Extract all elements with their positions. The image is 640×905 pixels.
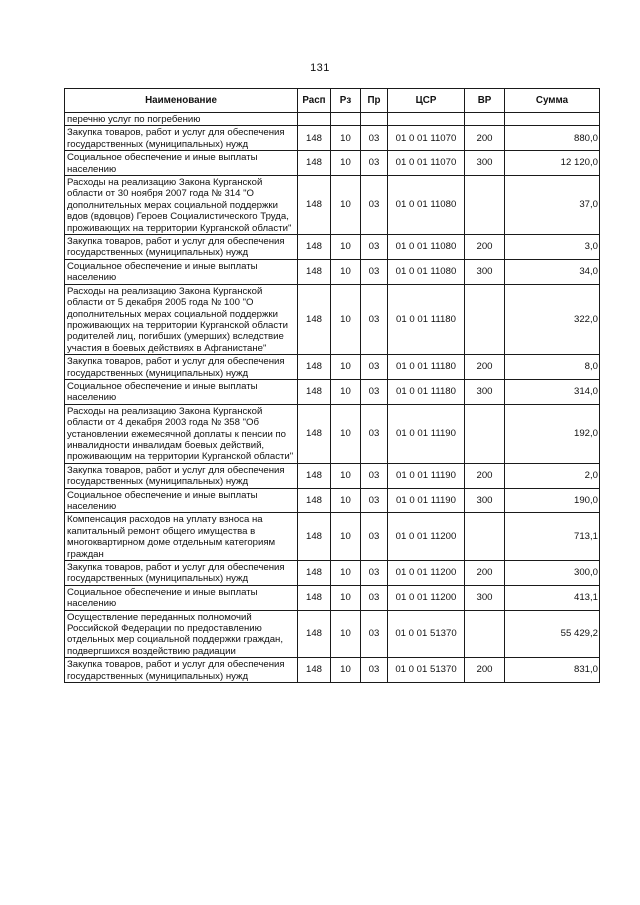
cell-vr: 300 xyxy=(465,151,505,176)
cell-csr: 01 0 01 11180 xyxy=(388,284,465,354)
cell-rz: 10 xyxy=(331,488,361,513)
table-row xyxy=(65,488,600,513)
cell-rasp: 148 xyxy=(298,355,331,380)
cell-rasp: 148 xyxy=(298,610,331,658)
cell-pr: 03 xyxy=(361,658,388,683)
cell-name: Закупка товаров, работ и услуг для обеспечения государственных (муниципальных) нужд xyxy=(65,463,298,488)
table-row xyxy=(65,284,600,354)
cell-sum: 322,0 xyxy=(505,284,600,354)
cell-pr: 03 xyxy=(361,513,388,561)
cell-rz: 10 xyxy=(331,355,361,380)
cell-csr: 01 0 01 11200 xyxy=(388,585,465,610)
cell-rasp: 148 xyxy=(298,259,331,284)
header-sum: Сумма xyxy=(505,89,600,113)
cell-rasp: 148 xyxy=(298,235,331,260)
table-row xyxy=(65,126,600,151)
cell-rz: 10 xyxy=(331,259,361,284)
cell-vr: 200 xyxy=(465,126,505,151)
cell-csr: 01 0 01 11080 xyxy=(388,176,465,235)
cell-vr xyxy=(465,176,505,235)
cell-vr: 300 xyxy=(465,379,505,404)
cell-sum: 12 120,0 xyxy=(505,151,600,176)
cell-pr: 03 xyxy=(361,284,388,354)
table-row xyxy=(65,658,600,683)
cell-rz: 10 xyxy=(331,126,361,151)
cell-vr xyxy=(465,113,505,126)
cell-rasp: 148 xyxy=(298,379,331,404)
header-name: Наименование xyxy=(65,89,298,113)
cell-rz: 10 xyxy=(331,284,361,354)
cell-name: Закупка товаров, работ и услуг для обеспечения государственных (муниципальных) нужд xyxy=(65,355,298,380)
cell-rasp: 148 xyxy=(298,151,331,176)
table-row xyxy=(65,355,600,380)
cell-csr: 01 0 01 11070 xyxy=(388,126,465,151)
cell-csr: 01 0 01 11070 xyxy=(388,151,465,176)
cell-csr: 01 0 01 51370 xyxy=(388,658,465,683)
cell-pr: 03 xyxy=(361,379,388,404)
cell-name: Закупка товаров, работ и услуг для обеспечения государственных (муниципальных) нужд xyxy=(65,658,298,683)
cell-rasp: 148 xyxy=(298,284,331,354)
table-header-row xyxy=(65,89,600,113)
cell-rz: 10 xyxy=(331,151,361,176)
cell-vr xyxy=(465,404,505,463)
table-row xyxy=(65,151,600,176)
cell-rz: 10 xyxy=(331,513,361,561)
cell-pr xyxy=(361,113,388,126)
cell-rz: 10 xyxy=(331,610,361,658)
cell-name: Расходы на реализацию Закона Курганской области от 4 декабря 2003 года № 358 "Об установлении ежемесячной доплаты к пенсии по инвалидности инвалидам боевых действий, проживающим на территории Курганской области" xyxy=(65,404,298,463)
cell-name: Компенсация расходов на уплату взноса на капитальный ремонт общего имущества в многоквартирном доме отдельным категориям граждан xyxy=(65,513,298,561)
cell-csr: 01 0 01 11200 xyxy=(388,513,465,561)
cell-csr: 01 0 01 11080 xyxy=(388,259,465,284)
cell-name: Социальное обеспечение и иные выплаты населению xyxy=(65,488,298,513)
cell-sum: 314,0 xyxy=(505,379,600,404)
cell-rz: 10 xyxy=(331,235,361,260)
cell-rasp: 148 xyxy=(298,513,331,561)
cell-rasp: 148 xyxy=(298,463,331,488)
cell-rasp: 148 xyxy=(298,585,331,610)
cell-rasp xyxy=(298,113,331,126)
cell-pr: 03 xyxy=(361,176,388,235)
cell-csr: 01 0 01 11180 xyxy=(388,379,465,404)
cell-name: Социальное обеспечение и иные выплаты населению xyxy=(65,151,298,176)
cell-pr: 03 xyxy=(361,126,388,151)
cell-pr: 03 xyxy=(361,561,388,586)
cell-rz: 10 xyxy=(331,585,361,610)
cell-vr xyxy=(465,284,505,354)
cell-sum: 190,0 xyxy=(505,488,600,513)
cell-csr xyxy=(388,113,465,126)
cell-rz xyxy=(331,113,361,126)
cell-rasp: 148 xyxy=(298,488,331,513)
table-row xyxy=(65,259,600,284)
cell-sum: 2,0 xyxy=(505,463,600,488)
cell-name: Закупка товаров, работ и услуг для обеспечения государственных (муниципальных) нужд xyxy=(65,235,298,260)
cell-pr: 03 xyxy=(361,404,388,463)
header-rz: Рз xyxy=(331,89,361,113)
header-vr: ВР xyxy=(465,89,505,113)
cell-name: Расходы на реализацию Закона Курганской области от 5 декабря 2005 года № 100 "О дополнительных мерах социальной поддержки проживающих на территории Курганской области родителей лиц, погибших (умерших) вследствие участия в боевых действиях в Афганистане" xyxy=(65,284,298,354)
budget-table xyxy=(64,88,600,683)
cell-name: Осуществление переданных полномочий Российской Федерации по предоставлению отдельных мер социальной поддержки граждан, подвергшихся воздействию радиации xyxy=(65,610,298,658)
cell-vr: 300 xyxy=(465,585,505,610)
cell-sum: 831,0 xyxy=(505,658,600,683)
cell-name: Закупка товаров, работ и услуг для обеспечения государственных (муниципальных) нужд xyxy=(65,561,298,586)
cell-name: Социальное обеспечение и иные выплаты населению xyxy=(65,585,298,610)
cell-csr: 01 0 01 51370 xyxy=(388,610,465,658)
cell-rz: 10 xyxy=(331,561,361,586)
table-body xyxy=(65,113,600,683)
cell-vr xyxy=(465,610,505,658)
cell-vr: 200 xyxy=(465,463,505,488)
cell-pr: 03 xyxy=(361,488,388,513)
table-row xyxy=(65,610,600,658)
cell-rz: 10 xyxy=(331,404,361,463)
cell-name: Расходы на реализацию Закона Курганской области от 30 ноября 2007 года № 314 "О дополнительных мерах социальной поддержки вдов (вдовцов) Героев Социалистического Труда, проживающих на территории Курганской области" xyxy=(65,176,298,235)
cell-pr: 03 xyxy=(361,235,388,260)
cell-pr: 03 xyxy=(361,610,388,658)
cell-rz: 10 xyxy=(331,463,361,488)
cell-rz: 10 xyxy=(331,658,361,683)
cell-sum: 55 429,2 xyxy=(505,610,600,658)
cell-sum: 713,1 xyxy=(505,513,600,561)
cell-rasp: 148 xyxy=(298,404,331,463)
cell-sum: 34,0 xyxy=(505,259,600,284)
table-row xyxy=(65,235,600,260)
cell-sum: 8,0 xyxy=(505,355,600,380)
cell-rasp: 148 xyxy=(298,658,331,683)
table-row xyxy=(65,176,600,235)
cell-csr: 01 0 01 11080 xyxy=(388,235,465,260)
cell-pr: 03 xyxy=(361,259,388,284)
cell-sum xyxy=(505,113,600,126)
cell-vr: 300 xyxy=(465,488,505,513)
cell-name: Закупка товаров, работ и услуг для обеспечения государственных (муниципальных) нужд xyxy=(65,126,298,151)
cell-sum: 413,1 xyxy=(505,585,600,610)
cell-name: перечню услуг по погребению xyxy=(65,113,298,126)
cell-pr: 03 xyxy=(361,355,388,380)
table-row xyxy=(65,404,600,463)
table-row xyxy=(65,379,600,404)
cell-csr: 01 0 01 11190 xyxy=(388,404,465,463)
cell-rasp: 148 xyxy=(298,126,331,151)
cell-sum: 192,0 xyxy=(505,404,600,463)
cell-vr xyxy=(465,513,505,561)
cell-vr: 200 xyxy=(465,561,505,586)
cell-pr: 03 xyxy=(361,151,388,176)
table-row xyxy=(65,463,600,488)
cell-vr: 300 xyxy=(465,259,505,284)
cell-csr: 01 0 01 11180 xyxy=(388,355,465,380)
table-row xyxy=(65,113,600,126)
cell-pr: 03 xyxy=(361,585,388,610)
table-row xyxy=(65,585,600,610)
cell-vr: 200 xyxy=(465,658,505,683)
cell-csr: 01 0 01 11200 xyxy=(388,561,465,586)
page-number: 131 xyxy=(310,62,330,74)
cell-sum: 37,0 xyxy=(505,176,600,235)
cell-sum: 3,0 xyxy=(505,235,600,260)
cell-rz: 10 xyxy=(331,176,361,235)
cell-rz: 10 xyxy=(331,379,361,404)
header-pr: Пр xyxy=(361,89,388,113)
cell-name: Социальное обеспечение и иные выплаты населению xyxy=(65,259,298,284)
cell-csr: 01 0 01 11190 xyxy=(388,488,465,513)
cell-vr: 200 xyxy=(465,355,505,380)
cell-sum: 300,0 xyxy=(505,561,600,586)
cell-vr: 200 xyxy=(465,235,505,260)
table-row xyxy=(65,513,600,561)
cell-name: Социальное обеспечение и иные выплаты населению xyxy=(65,379,298,404)
cell-sum: 880,0 xyxy=(505,126,600,151)
header-csr: ЦСР xyxy=(388,89,465,113)
table-row xyxy=(65,561,600,586)
cell-rasp: 148 xyxy=(298,176,331,235)
header-rasp: Расп xyxy=(298,89,331,113)
cell-pr: 03 xyxy=(361,463,388,488)
cell-rasp: 148 xyxy=(298,561,331,586)
cell-csr: 01 0 01 11190 xyxy=(388,463,465,488)
